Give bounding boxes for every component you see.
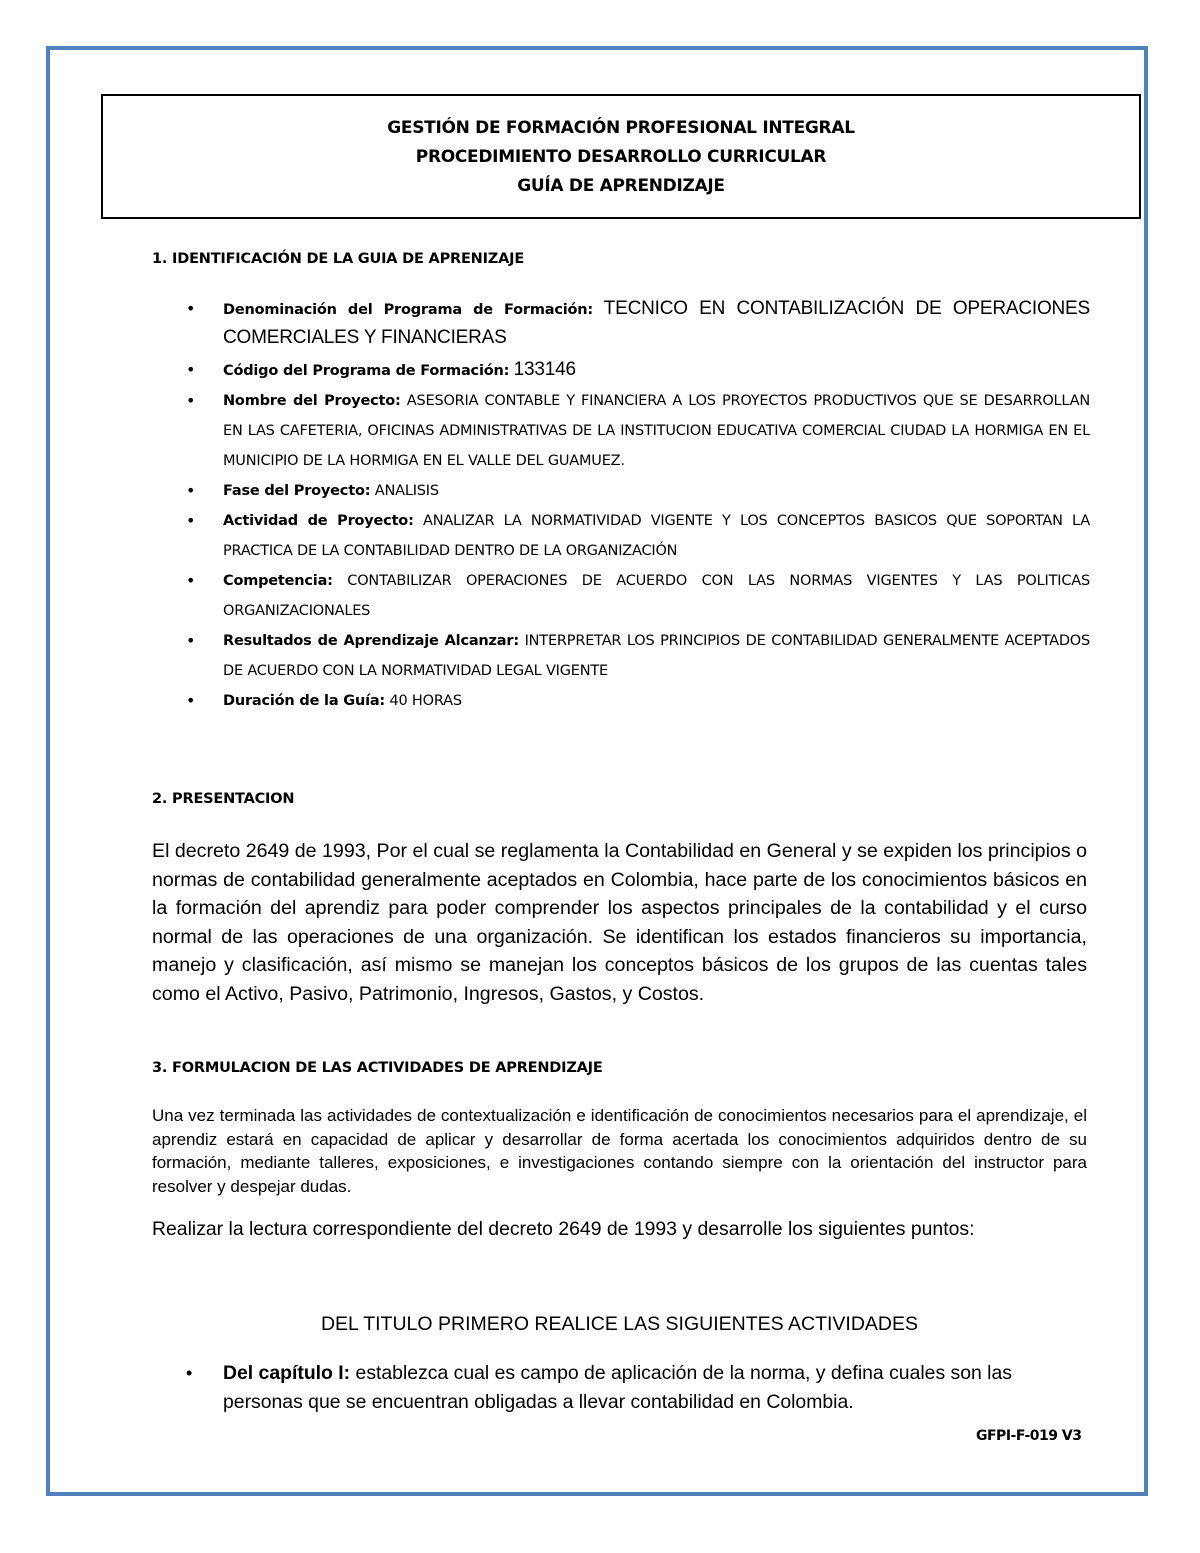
document-header <box>101 94 1141 219</box>
bullet-icon: • <box>186 1363 193 1383</box>
bullet-icon: • <box>186 391 196 410</box>
item-label: Duración de la Guía: <box>223 693 386 709</box>
list-item <box>180 476 1090 506</box>
item-label: Fase del Proyecto: <box>223 483 371 499</box>
item-value: TECNICO EN CONTABILIZACIÓN DE OPERACIONES COMERCIALES Y FINANCIERAS <box>223 298 1091 348</box>
item-value: ANALIZAR LA NORMATIVIDAD VIGENTE Y LOS CONCEPTOS BASICOS QUE SOPORTAN LA PRACTICA DE LA CONTABILIDAD DENTRO DE LA ORGANIZACIÓN <box>223 513 1090 559</box>
section-1-title: 1. IDENTIFICACIÓN DE LA GUIA DE APRENIZAJE <box>152 251 525 267</box>
item-value: CONTABILIZAR OPERACIONES DE ACUERDO CON LAS NORMAS VIGENTES Y LAS POLITICAS ORGANIZACIONALES <box>223 573 1090 619</box>
item-value: INTERPRETAR LOS PRINCIPIOS DE CONTABILIDAD GENERALMENTE ACEPTADOS DE ACUERDO CON LA NORMATIVIDAD LEGAL VIGENTE <box>223 633 1090 679</box>
item-value: ASESORIA CONTABLE Y FINANCIERA A LOS PROYECTOS PRODUCTIVOS QUE SE DESARROLLAN EN LAS CAFETERIA, OFICINAS ADMINISTRATIVAS DE LA INSTITUCION EDUCATIVA COMERCIAL CIUDAD LA HORMIGA EN EL MUNICIPIO DE LA HORMIGA EN EL VALLE DEL GUAMUEZ. <box>223 393 1090 469</box>
list-item <box>180 506 1090 566</box>
item-label: Actividad de Proyecto: <box>223 513 414 529</box>
item-label: Nombre del Proyecto: <box>223 393 401 409</box>
identification-list <box>180 294 1090 716</box>
list-item <box>180 355 1090 386</box>
form-code: GFPI-F-019 V3 <box>976 1428 1082 1444</box>
activities-paragraph: Una vez terminada las actividades de contextualización e identificación de conocimientos necesarios para el aprendizaje, el aprendiz estará en capacidad de aplicar y desarrollar de forma acertada los conocimientos adquiridos dentro de su formación, mediante talleres, exposiciones, e investigaciones contando siempre con la orientación del instructor para resolver y despejar dudas. <box>152 1106 1087 1196</box>
bullet-icon: • <box>186 631 196 650</box>
list-item <box>180 626 1090 686</box>
bullet-icon: • <box>186 299 196 318</box>
section-3-title: 3. FORMULACION DE LAS ACTIVIDADES DE APRENDIZAJE <box>152 1060 603 1076</box>
item-label: Código del Programa de Formación: <box>223 363 510 379</box>
bullet-icon: • <box>186 571 196 590</box>
item-label: Resultados de Aprendizaje Alcanzar: <box>223 633 519 649</box>
list-item <box>180 386 1090 476</box>
reading-instruction: Realizar la lectura correspondiente del decreto 2649 de 1993 y desarrolle los siguientes puntos: <box>152 1218 975 1240</box>
bullet-icon: • <box>186 360 196 379</box>
item-label: Denominación del Programa de Formación: <box>223 302 593 318</box>
item-label: Competencia: <box>223 573 333 589</box>
list-item <box>180 686 1090 716</box>
list-item <box>180 566 1090 626</box>
bullet-icon: • <box>186 481 196 500</box>
item-value: 133146 <box>513 359 576 380</box>
item-value: establezca cual es campo de aplicación de la norma, y defina cuales son las personas que se encuentran obligadas a llevar contabilidad en Colombia. <box>223 1362 1012 1413</box>
item-value: ANALISIS <box>374 483 439 499</box>
bullet-icon: • <box>186 511 196 530</box>
presentation-paragraph: El decreto 2649 de 1993, Por el cual se reglamenta la Contabilidad en General y se expiden los principios o normas de contabilidad generalmente aceptados en Colombia, hace parte de los conocimientos básicos en la formación del aprendiz para poder comprender los aspectos principales de la contabilidad y el curso normal de las operaciones de una organización. Se identifican los estados financieros su importancia, manejo y clasificación, así mismo se manejan los conceptos básicos de los grupos de las cuentas tales como el Activo, Pasivo, Patrimonio, Ingresos, Gastos, y Costos. <box>152 840 1087 1005</box>
list-item <box>180 1359 1090 1416</box>
section-2-title: 2. PRESENTACION <box>152 791 295 807</box>
title-one-heading: DEL TITULO PRIMERO REALICE LAS SIGUIENTES ACTIVIDADES <box>320 1313 919 1335</box>
bullet-icon: • <box>186 691 196 710</box>
activities-list <box>180 1359 1090 1416</box>
header-title-line-1: GESTIÓN DE FORMACIÓN PROFESIONAL INTEGRAL <box>387 118 855 138</box>
header-title-line-3: GUÍA DE APRENDIZAJE <box>517 176 725 196</box>
item-label: Del capítulo I: <box>223 1362 351 1384</box>
header-title-line-2: PROCEDIMIENTO DESARROLLO CURRICULAR <box>415 147 827 167</box>
list-item <box>180 294 1090 355</box>
item-value: 40 HORAS <box>389 693 462 709</box>
